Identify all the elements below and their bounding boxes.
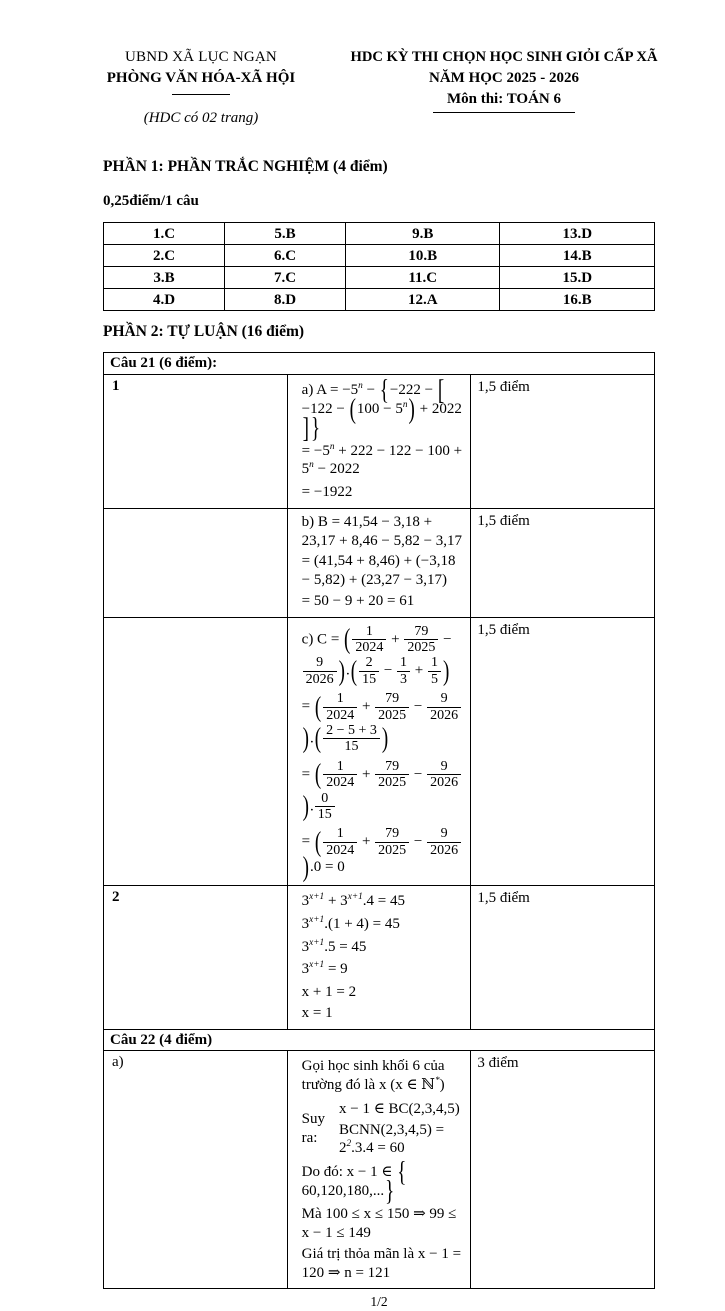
labeled-stack	[302, 1099, 463, 1159]
solution-line	[302, 1099, 463, 1159]
answer-cell: 6.C	[225, 245, 346, 267]
solution-row	[104, 1051, 655, 1289]
row-number-cell: 1	[104, 374, 288, 508]
superscript: x+1	[347, 892, 363, 903]
pages-note: (HDC có 02 trang)	[143, 109, 259, 126]
subject-line: Môn thi: TOÁN 6	[433, 90, 575, 113]
fraction: $\frac{79}{2025}$	[375, 826, 409, 858]
fraction: $\frac{9}{2026}$	[427, 759, 461, 791]
points-cell: 1,5 điểm	[471, 617, 655, 886]
fraction: $\frac{1}{2024}$	[352, 624, 386, 656]
big-bracket: )	[338, 655, 345, 688]
fraction: $\frac{9}{2026}$	[303, 655, 337, 687]
big-bracket: }	[385, 1176, 395, 1208]
solution-line: $3^{x+1} = 9$	[301, 960, 348, 978]
solution-line: Mà 100 ≤ x ≤ 150 ⇒ 99 ≤ x − 1 ≤ 149	[301, 1206, 457, 1242]
solution-line: $3^{x+1}.(1 + 4) = 45$	[301, 914, 400, 932]
school-year: NĂM HỌC 2025 - 2026	[429, 70, 579, 87]
stack-line: BCNN(2,3,4,5) = $2^2.3.4 = 60$	[338, 1121, 445, 1157]
points-cell: 1,5 điểm	[471, 374, 655, 508]
answer-cell: 8.D	[225, 289, 346, 311]
solution-line: Do đó: x − 1 ∈ {60,120,180,...}	[301, 1157, 407, 1208]
superscript: 2	[346, 1139, 352, 1150]
big-bracket: (	[350, 655, 358, 688]
answer-cell: 13.D	[500, 223, 655, 245]
solution-line: $3^{x+1} + 3^{x+1}.4 = 45$	[301, 892, 405, 910]
big-bracket: {	[397, 1157, 407, 1189]
big-bracket: )	[408, 393, 415, 425]
stack-line: x − 1 ∈ BC(2,3,4,5)	[338, 1100, 460, 1117]
fraction: $\frac{9}{2026}$	[427, 691, 461, 723]
answer-cell: 3.B	[104, 267, 225, 289]
page-content	[0, 157, 725, 1311]
answers-row	[104, 245, 655, 267]
solution-line: = −1922	[301, 484, 353, 501]
solution-row	[104, 617, 655, 886]
part2-title: PHẦN 2: TỰ LUẬN (16 điểm)	[103, 323, 305, 341]
answer-cell: 2.C	[104, 245, 225, 267]
solution-line: = 50 − 9 + 20 = 61	[301, 592, 415, 609]
dept-name: PHÒNG VĂN HÓA-XÃ HỘI	[106, 69, 296, 86]
solution-row	[104, 374, 655, 508]
solution-cell	[287, 617, 471, 886]
answer-cell: 10.B	[346, 245, 500, 267]
solution-line: a) $A = -5^n - \{-222$ − [ $-122 - (100 - 5^n) + 2022$ ] }	[301, 374, 462, 444]
solution-line: b) B = 41,54 − 3,18 + 23,17 + 8,46 − 5,82 − 3,17	[301, 513, 463, 549]
solution-line: Gọi học sinh khối 6 của trường đó là x (x ∈ ℕ*)	[301, 1058, 445, 1094]
big-bracket: )	[302, 723, 309, 755]
answer-cell: 11.C	[346, 267, 500, 289]
fraction: $\frac{79}{2025}$	[375, 759, 409, 791]
fraction: $\frac{1}{2024}$	[323, 826, 357, 858]
points-cell: 1,5 điểm	[471, 508, 655, 617]
fraction: $\frac{1}{3}$	[397, 655, 410, 687]
big-bracket: )	[443, 655, 450, 688]
answers-table	[103, 222, 655, 311]
solution-line: = (41,54 + 8,46) + (−3,18 − 5,82) + (23,27 − 3,17)	[301, 553, 456, 589]
fraction: $\frac{2 - 5 + 3}{15}$	[323, 723, 380, 755]
solution-cell	[287, 886, 471, 1030]
superscript: x+1	[309, 960, 325, 971]
solutions-table	[103, 352, 655, 1290]
answer-cell: 7.C	[225, 267, 346, 289]
stack-label: Suy ra:	[301, 1111, 325, 1147]
section-header-cell: Câu 21 (6 điểm):	[104, 352, 655, 374]
fraction: $\frac{1}{5}$	[428, 655, 441, 687]
answer-cell: 5.B	[225, 223, 346, 245]
answers-table-body	[104, 223, 655, 311]
big-bracket: )	[302, 851, 309, 884]
answers-row	[104, 267, 655, 289]
answer-cell: 16.B	[500, 289, 655, 311]
answers-row	[104, 223, 655, 245]
fraction: $\frac{79}{2025}$	[404, 624, 438, 656]
superscript: x+1	[309, 892, 325, 903]
big-bracket: ]	[302, 412, 309, 444]
solution-cell	[287, 1051, 471, 1289]
big-bracket: (	[314, 758, 322, 791]
big-bracket: }	[310, 412, 321, 444]
answer-cell: 15.D	[500, 267, 655, 289]
answer-cell: 9.B	[346, 223, 500, 245]
section-header-row	[104, 1029, 655, 1051]
org-name: UBND XÃ LỤC NGẠN	[125, 49, 277, 65]
big-bracket: {	[379, 374, 389, 406]
solution-line: x + 1 = 2	[301, 984, 357, 1001]
answer-cell: 4.D	[104, 289, 225, 311]
answer-cell: 12.A	[346, 289, 500, 311]
part1-title: PHẦN 1: PHẦN TRẮC NGHIỆM (4 điểm)	[103, 158, 388, 176]
big-bracket: (	[349, 393, 356, 425]
big-bracket: (	[314, 826, 322, 859]
superscript: n	[309, 460, 314, 471]
solution-line: Giá trị thỏa mãn là x − 1 = 120 ⇒ n = 121	[301, 1245, 462, 1281]
row-number-cell: 2	[104, 886, 288, 1030]
exam-title-block	[338, 48, 670, 127]
fraction: $\frac{0}{15}$	[315, 791, 335, 823]
solution-line: = ( $\frac{1}{2024}$ + $\frac{79}{2025}$ − $\frac{9}{2026}$ ).0 = 0	[302, 826, 463, 877]
superscript: *	[435, 1076, 440, 1087]
superscript: x+1	[309, 937, 325, 948]
big-bracket: )	[302, 790, 309, 823]
fraction: $\frac{9}{2026}$	[427, 826, 461, 858]
row-number-cell	[104, 617, 288, 886]
fraction: $\frac{79}{2025}$	[375, 691, 409, 723]
points-cell: 1,5 điểm	[471, 886, 655, 1030]
fraction: $\frac{1}{2024}$	[323, 691, 357, 723]
org-block	[75, 48, 327, 127]
solution-cell	[287, 508, 471, 617]
points-cell: 3 điểm	[471, 1051, 655, 1289]
solution-line: = $-5^n + 222 - 122 - 100 + 5^n - 2022$	[301, 441, 463, 478]
big-bracket: )	[381, 723, 389, 755]
org-divider-rule	[172, 94, 230, 95]
solution-line: c) C = ( $\frac{1}{2024}$ + $\frac{79}{2025}$ − $\frac{9}{2026}$ ).( $\frac{2}{15}$ − $\frac{1}{3}$ + $\frac{1}{5}$ )	[301, 623, 452, 688]
solution-row	[104, 508, 655, 617]
solution-row	[104, 886, 655, 1030]
scoring-note: 0,25điểm/1 câu	[103, 192, 199, 209]
answer-cell: 14.B	[500, 245, 655, 267]
section-header-cell: Câu 22 (4 điểm)	[104, 1029, 655, 1051]
big-bracket: [	[437, 374, 445, 406]
superscript: n	[358, 380, 363, 391]
section-header-row	[104, 352, 655, 374]
solution-line: = ( $\frac{1}{2024}$ + $\frac{79}{2025}$ − $\frac{9}{2026}$ ). $\frac{0}{15}$	[302, 759, 463, 823]
superscript: n	[329, 441, 335, 452]
row-number-cell	[104, 508, 288, 617]
fraction: $\frac{2}{15}$	[359, 655, 379, 687]
big-bracket: (	[314, 723, 322, 755]
superscript: x+1	[309, 914, 325, 925]
page-number: 1/2	[370, 1294, 388, 1310]
doc-header	[0, 0, 725, 127]
fraction: $\frac{1}{2024}$	[323, 759, 357, 791]
solution-line: = ( $\frac{1}{2024}$ + $\frac{79}{2025}$ − $\frac{9}{2026}$ ).( $\frac{2 - 5 + 3}{15}$ )	[302, 691, 463, 755]
solution-cell	[287, 374, 471, 508]
exam-title: HDC KỲ THI CHỌN HỌC SINH GIỎI CẤP XÃ	[350, 49, 658, 65]
solutions-table-body	[104, 352, 655, 1289]
answer-cell: 1.C	[104, 223, 225, 245]
solution-line: $3^{x+1}.5 = 45$	[301, 937, 367, 955]
solution-line: x = 1	[301, 1004, 333, 1021]
answers-row	[104, 289, 655, 311]
big-bracket: (	[344, 623, 351, 656]
superscript: n	[402, 399, 408, 410]
row-number-cell: a)	[104, 1051, 288, 1289]
big-bracket: (	[314, 691, 322, 723]
